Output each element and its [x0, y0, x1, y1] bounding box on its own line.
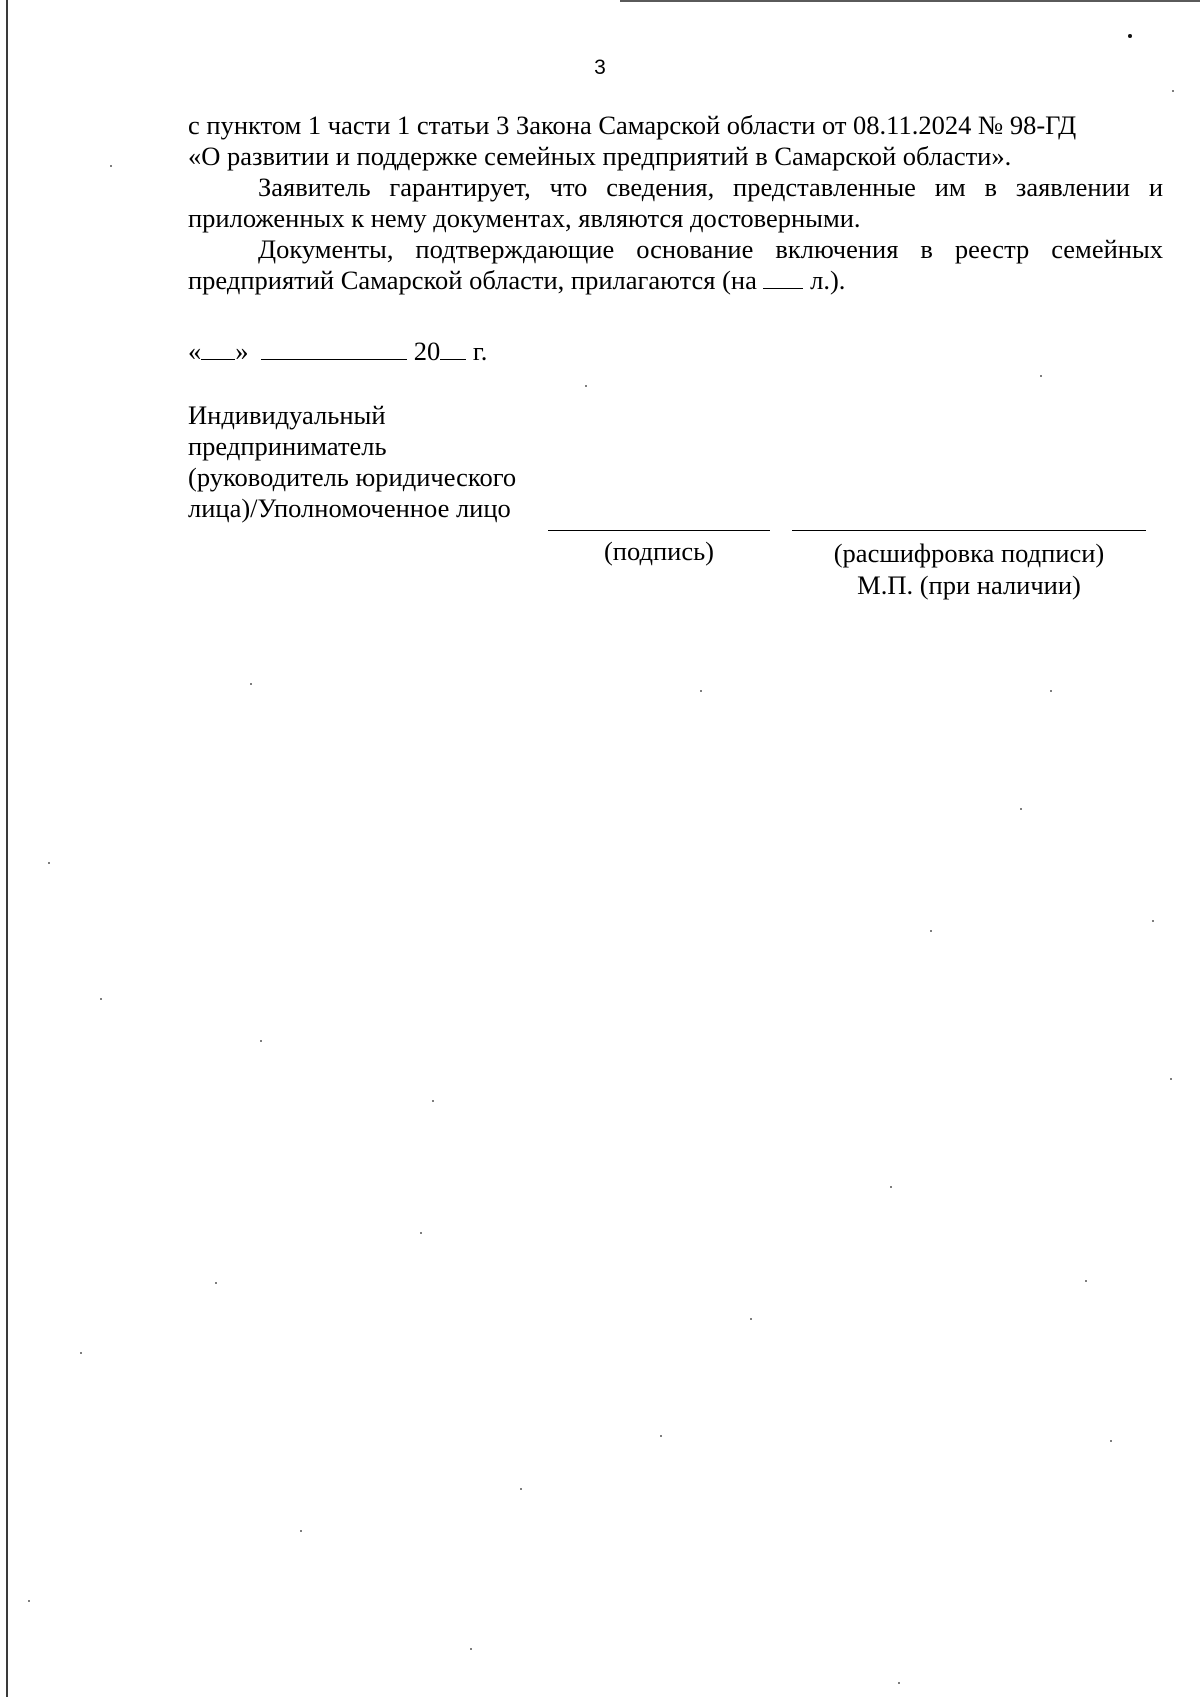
signatory-block: [188, 400, 516, 524]
date-line: [188, 336, 487, 367]
scan-speck: [250, 683, 252, 685]
scan-speck: [1050, 690, 1052, 692]
scan-speck: [1152, 920, 1154, 922]
signatory-line2: предприниматель: [188, 431, 387, 461]
scan-edge-top: [620, 0, 1200, 2]
transcript-caption: (расшифровка подписи): [833, 538, 1105, 568]
scan-speck: [300, 1530, 302, 1532]
documents-text-end: л.).: [810, 265, 846, 295]
paragraph-documents: [188, 234, 1163, 296]
signatory-line1: Индивидуальный: [188, 400, 386, 430]
day-blank: [201, 337, 235, 360]
scan-speck: [1170, 1078, 1172, 1080]
signature-transcript-line: [792, 530, 1146, 531]
scan-speck: [898, 1682, 900, 1684]
paragraph-law-reference-line2: «О развитии и поддержке семейных предприятий в Самарской области».: [188, 141, 1012, 171]
scan-speck: [48, 862, 50, 864]
scan-speck: [28, 1600, 30, 1602]
scan-speck: [700, 690, 702, 692]
scan-speck: [585, 385, 587, 387]
documents-text: Документы, подтверждающие основание включения в реестр семейных предприятий Самарской области, прилагаются (на: [188, 234, 1163, 295]
signatory-line4: лица)/Уполномоченное лицо: [188, 493, 511, 523]
signature-line: [548, 530, 770, 531]
scan-speck: [100, 998, 102, 1000]
scan-speck: [1110, 1440, 1112, 1442]
date-open-quote: «: [188, 336, 202, 366]
scan-speck: [215, 1282, 217, 1284]
page-number: 3: [594, 56, 606, 79]
year-blank: [440, 337, 466, 360]
scan-speck: [750, 1318, 752, 1320]
signatory-line3: (руководитель юридического: [188, 462, 517, 492]
signature-caption: (подпись): [603, 536, 714, 566]
scan-speck: [1128, 34, 1132, 38]
month-blank: [261, 337, 407, 360]
scan-speck: [660, 1435, 662, 1437]
scan-speck: [1085, 1280, 1087, 1282]
scan-speck: [1040, 375, 1042, 377]
scan-speck: [1172, 90, 1174, 92]
year-suffix: г.: [472, 336, 488, 366]
paragraph-guarantee: Заявитель гарантирует, что сведения, представленные им в заявлении и приложенных к нему документах, являются достоверными.: [188, 172, 1163, 233]
scan-speck: [890, 1186, 892, 1188]
scan-speck: [432, 1100, 434, 1102]
scan-speck: [260, 1040, 262, 1042]
body-text: [188, 110, 1163, 296]
sheet-count-blank: [763, 266, 803, 289]
scan-speck: [930, 930, 932, 932]
scan-speck: [470, 1648, 472, 1650]
scan-speck: [520, 1488, 522, 1490]
scan-speck: [1020, 808, 1022, 810]
scan-speck: [110, 165, 112, 167]
scan-speck: [80, 1352, 82, 1354]
scan-speck: [420, 1232, 422, 1234]
year-prefix: 20: [413, 336, 441, 366]
scan-edge-left: [6, 0, 8, 1697]
date-close-quote: »: [235, 336, 249, 366]
seal-caption: М.П. (при наличии): [857, 570, 1081, 600]
paragraph-law-reference-line1: с пунктом 1 части 1 статьи 3 Закона Самарской области от 08.11.2024 № 98-ГД: [188, 110, 1077, 140]
